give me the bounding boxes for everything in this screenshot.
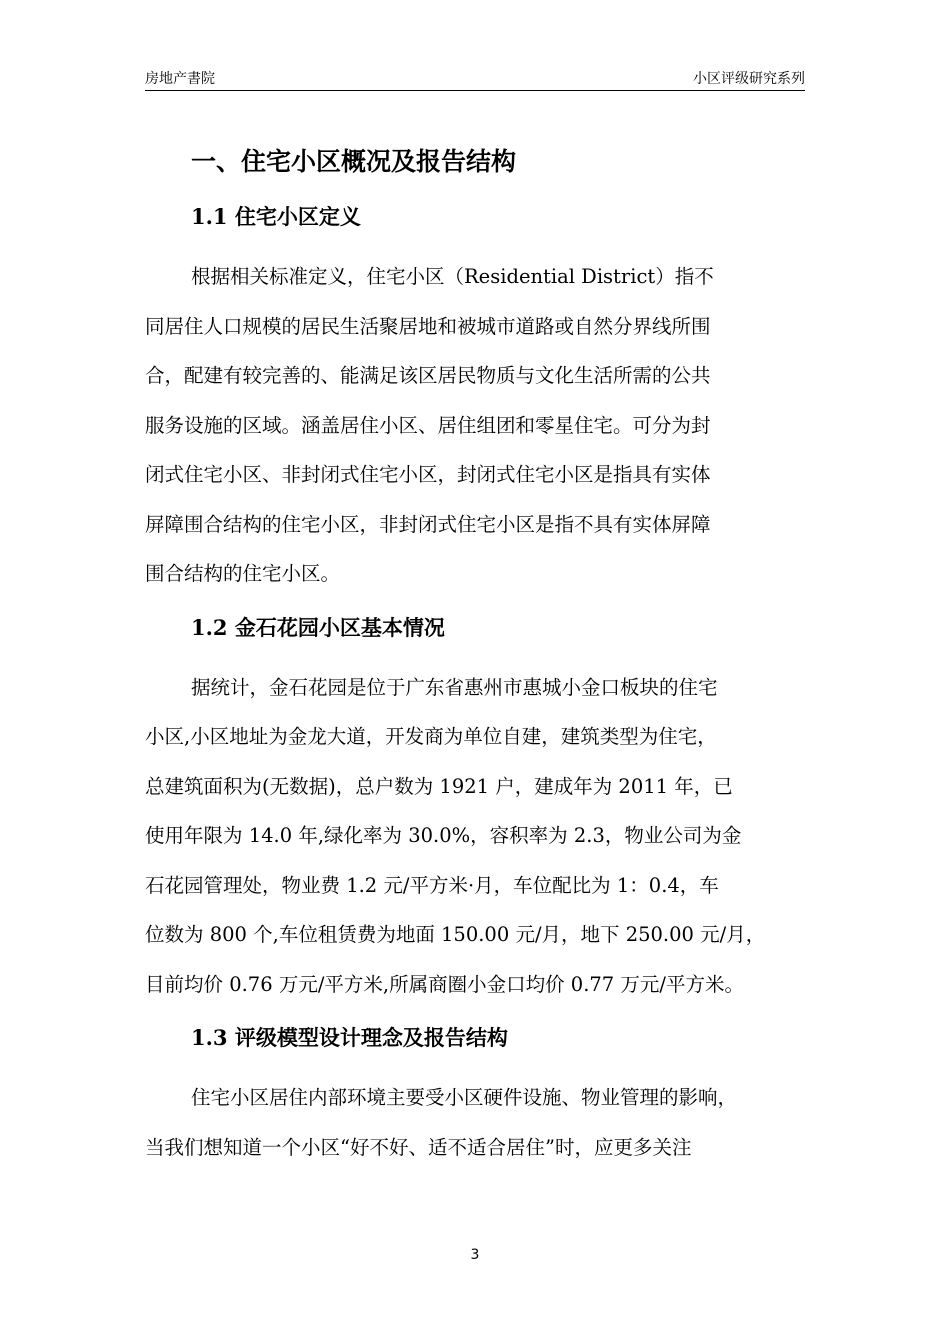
text-line: 住宅小区居住内部环境主要受小区硬件设施、物业管理的影响， xyxy=(191,1086,738,1109)
text-line: 合，配建有较完善的、能满足该区居民物质与文化生活所需的公共 xyxy=(145,364,711,387)
text-line: 总建筑面积为(无数据)，总户数为 1921 户，建成年为 2011 年，已 xyxy=(145,774,733,798)
page-header xyxy=(145,68,805,91)
paragraph-rating-model-design xyxy=(145,1073,805,1172)
paragraph-community-basic-info xyxy=(145,663,805,1010)
text-line: 据统计，金石花园是位于广东省惠州市惠城小金口板块的住宅 xyxy=(191,675,718,699)
section-title-1-3: 1.3 评级模型设计理念及报告结构 xyxy=(191,1025,508,1050)
text-line: 当我们想知道一个小区“好不好、适不适合居住”时，应更多关注 xyxy=(145,1135,692,1159)
header-series-title: 小区评级研究系列 xyxy=(693,71,805,87)
text-line: 使用年限为 14.0 年,绿化率为 30.0%，容积率为 2.3，物业公司为金 xyxy=(145,824,742,847)
text-line: 同居住人口规模的居民生活聚居地和被城市道路或自然分界线所围 xyxy=(145,314,711,338)
chapter-title: 一、住宅小区概况及报告结构 xyxy=(191,147,517,176)
text-line: 服务设施的区域。涵盖居住小区、居住组团和零星住宅。可分为封 xyxy=(145,413,711,437)
document-body xyxy=(145,140,805,1172)
section-title-1-1: 1.1 住宅小区定义 xyxy=(191,204,361,229)
text-line: 围合结构的住宅小区。 xyxy=(145,562,341,585)
text-line: 根据相关标准定义，住宅小区（Residential District）指不 xyxy=(191,265,714,288)
text-line: 屏障围合结构的住宅小区，非封闭式住宅小区是指不具有实体屏障 xyxy=(145,512,711,536)
text-line: 石花园管理处，物业费 1.2 元/平方米·月，车位配比为 1：0.4，车 xyxy=(145,873,719,897)
text-line: 目前均价 0.76 万元/平方米,所属商圈小金口均价 0.77 万元/平方米。 xyxy=(145,972,744,996)
page-number: 3 xyxy=(470,1247,480,1263)
text-line: 小区,小区地址为金龙大道，开发商为单位自建，建筑类型为住宅， xyxy=(145,725,717,748)
section-title-1-2: 1.2 金石花园小区基本情况 xyxy=(191,614,445,640)
text-line: 位数为 800 个,车位租赁费为地面 150.00 元/月，地下 250.00 元/月， xyxy=(145,923,766,946)
text-line: 闭式住宅小区、非封闭式住宅小区，封闭式住宅小区是指具有实体 xyxy=(145,463,711,486)
paragraph-residential-district-definition xyxy=(145,252,805,599)
header-publisher: 房地产書院 xyxy=(145,71,215,87)
